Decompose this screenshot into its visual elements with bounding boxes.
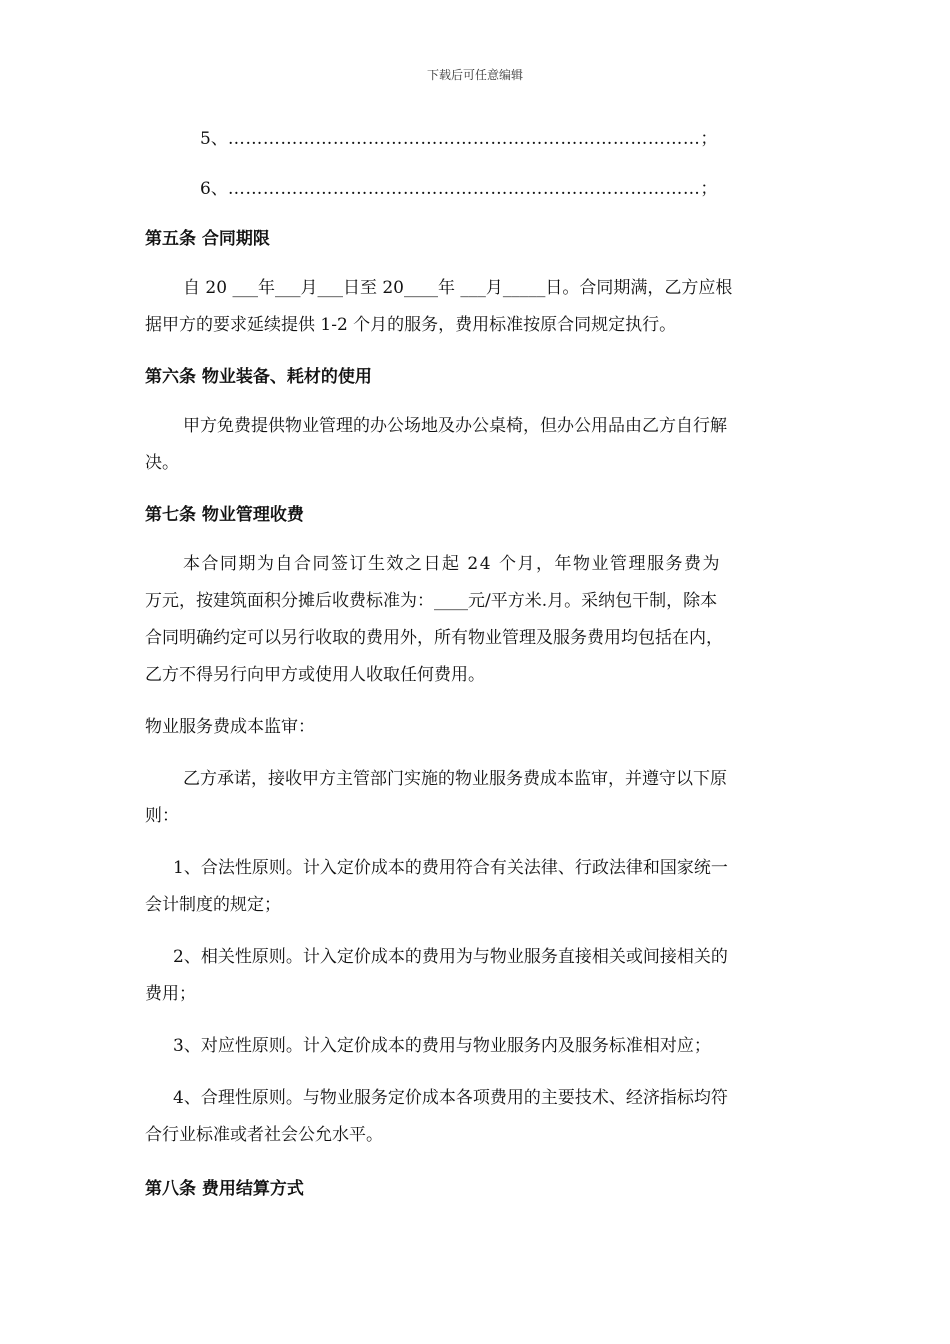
promise-line1: 乙方承诺，接收甲方主管部门实施的物业服务费成本监审，并遵守以下原 xyxy=(183,769,727,789)
article-5-text-line2: 据甲方的要求延续提供 1-2 个月的服务，费用标准按原合同规定执行。 xyxy=(145,315,677,335)
article-7-text-line3: 合同明确约定可以另行收取的费用外，所有物业管理及服务费用均包括在内， xyxy=(145,628,723,648)
principle-4-line2: 合行业标准或者社会公允水平。 xyxy=(145,1125,383,1145)
article-7-text-line1: 本合同期为自合同签订生效之日起 24 个月，年物业管理服务费为 xyxy=(183,554,721,574)
dot-leader: ……………………………………………………………………… xyxy=(227,129,701,149)
article-7-text-line4: 乙方不得另行向甲方或使用人收取任何费用。 xyxy=(145,665,485,685)
principle-1-line1: 1、合法性原则。计入定价成本的费用符合有关法律、行政法律和国家统一 xyxy=(173,858,728,878)
page-header: 下载后可任意编辑 xyxy=(426,68,523,82)
list-item-6 xyxy=(200,178,717,200)
principle-3-line1: 3、对应性原则。计入定价成本的费用与物业服务内及服务标准相对应； xyxy=(173,1036,711,1056)
article-5-text-line1: 自 20 ___年___月___日至 20____年 ___月_____日。合同期满，乙方应根 xyxy=(183,278,733,298)
principle-1-line2: 会计制度的规定； xyxy=(145,895,281,915)
article-8-title: 第八条 费用结算方式 xyxy=(145,1179,304,1199)
article-5-title: 第五条 合同期限 xyxy=(145,229,270,249)
item-end: ； xyxy=(700,179,718,199)
promise-line2: 则： xyxy=(145,806,179,826)
dot-leader: ……………………………………………………………………… xyxy=(227,179,701,199)
principle-4-line1: 4、合理性原则。与物业服务定价成本各项费用的主要技术、经济指标均符 xyxy=(173,1088,728,1108)
article-7-text-line2: 万元，按建筑面积分摊后收费标准为：____元/平方米.月。采纳包干制，除本 xyxy=(145,591,718,611)
item-number: 5、 xyxy=(200,129,228,149)
article-6-text-line1: 甲方免费提供物业管理的办公场地及办公桌椅，但办公用品由乙方自行解 xyxy=(183,416,727,436)
item-number: 6、 xyxy=(200,179,228,199)
article-6-title: 第六条 物业装备、耗材的使用 xyxy=(145,367,372,387)
article-7-title: 第七条 物业管理收费 xyxy=(145,505,304,525)
principle-2-line2: 费用； xyxy=(145,984,196,1004)
item-end: ； xyxy=(700,129,718,149)
principle-2-line1: 2、相关性原则。计入定价成本的费用为与物业服务直接相关或间接相关的 xyxy=(173,947,728,967)
article-6-text-line2: 决。 xyxy=(145,453,179,473)
list-item-5 xyxy=(200,128,717,150)
cost-audit-heading: 物业服务费成本监审： xyxy=(145,717,315,737)
